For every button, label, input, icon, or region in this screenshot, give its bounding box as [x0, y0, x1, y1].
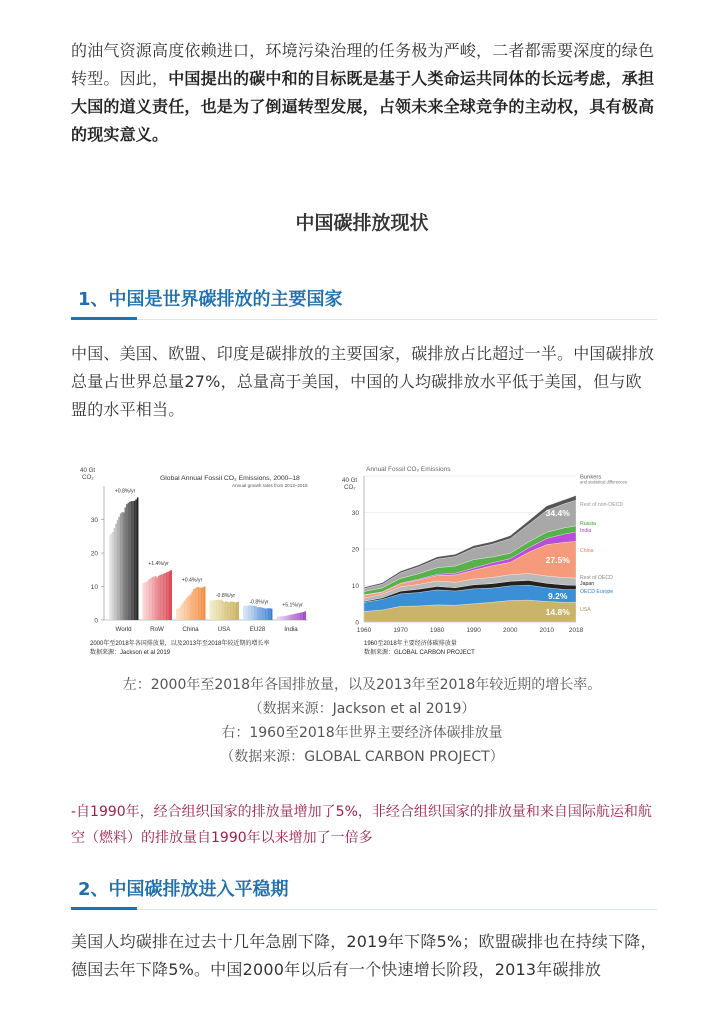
- bar: [128, 503, 130, 620]
- bar: [223, 602, 225, 620]
- bar: [298, 613, 300, 620]
- bar: [135, 499, 137, 620]
- legend-label: USA: [580, 607, 591, 614]
- bar-chart: [76, 462, 338, 658]
- bar: [236, 602, 238, 620]
- bar: [137, 497, 139, 620]
- bar: [114, 528, 116, 620]
- category-label: RoW: [150, 626, 164, 633]
- bar: [132, 501, 134, 620]
- bar: [257, 607, 259, 620]
- chart-footer-1: 2000年至2018年各国排放量，以及2013年至2018年较近期的增长率: [90, 641, 270, 647]
- bar: [283, 616, 285, 620]
- y-tick-label: 20: [90, 550, 98, 558]
- section-2-title: 2、中国碳排放进入平稳期: [78, 879, 289, 900]
- bar: [303, 612, 305, 620]
- bar: [259, 607, 261, 620]
- bar: [233, 602, 235, 620]
- bar: [158, 576, 160, 620]
- bar: [117, 520, 119, 620]
- chart-title: Global Annual Fossil CO₂ Emissions, 2000–18: [160, 475, 300, 482]
- bar: [164, 573, 166, 620]
- section-2-header: [71, 875, 657, 910]
- bar: [260, 607, 262, 620]
- category-label: USA: [217, 626, 231, 633]
- share-label: 34.4%: [545, 508, 570, 519]
- bar: [176, 609, 178, 620]
- bar: [287, 615, 289, 620]
- bar: [184, 601, 186, 620]
- bar: [146, 582, 148, 620]
- bar: [243, 606, 245, 620]
- bar: [263, 608, 265, 620]
- section-underline: [71, 317, 137, 320]
- x-tick-label: 1970: [393, 627, 408, 634]
- caption-line-4: （数据来源：GLOBAL CARBON PROJECT）: [220, 749, 504, 765]
- section-1-title: 1、中国是世界碳排放的主要国家: [78, 289, 343, 310]
- bar: [228, 602, 230, 620]
- bar: [286, 616, 288, 620]
- page-subheading: 中国碳排放现状: [295, 212, 429, 234]
- share-label: 9.2%: [548, 590, 568, 601]
- bar: [214, 600, 216, 620]
- bar: [290, 615, 292, 620]
- bar: [196, 587, 198, 620]
- growth-rate-label: +0.8%/yr: [114, 488, 136, 495]
- y-axis-unit: CO₂: [344, 484, 356, 491]
- bar: [271, 609, 273, 620]
- bar: [153, 576, 155, 620]
- growth-rate-label: +0.4%/yr: [181, 577, 203, 584]
- legend-label: OECD Europe: [580, 589, 614, 596]
- bar: [112, 532, 114, 620]
- bar: [268, 608, 270, 620]
- bar: [280, 616, 282, 620]
- bar: [181, 605, 183, 620]
- caption-line-1: 左：2000年至2018年各国排放量，以及2013年至2018年较近期的增长率。: [122, 677, 602, 693]
- y-tick-label: 10: [351, 583, 359, 590]
- bar: [246, 606, 248, 620]
- growth-rate-label: +1.4%/yr: [148, 561, 169, 568]
- bar: [245, 606, 247, 620]
- bar: [284, 616, 286, 620]
- bar: [281, 616, 283, 620]
- bar: [301, 612, 303, 620]
- bar: [213, 600, 215, 620]
- y-tick-label: 0: [94, 617, 98, 625]
- legend-label: Russia: [580, 520, 596, 527]
- legend-label: Rest of non-OECD: [580, 501, 624, 508]
- category-label: India: [284, 626, 298, 633]
- bar: [300, 613, 302, 620]
- bar: [220, 600, 222, 620]
- bar: [188, 596, 190, 620]
- bar: [161, 574, 163, 620]
- share-label: 27.5%: [545, 554, 570, 565]
- bar: [134, 501, 136, 620]
- growth-rate-label: -0.8%/yr: [249, 599, 269, 606]
- bar: [294, 614, 296, 620]
- bar: [147, 580, 149, 620]
- y-tick-label: 0: [355, 619, 359, 627]
- bar: [167, 572, 169, 620]
- intro-paragraph: [71, 37, 657, 149]
- bar: [187, 597, 189, 620]
- bar: [198, 587, 200, 620]
- intro-plain-text: 的油气资源高度依赖进口，环境污染治理的任务极为严峻，二者都需要深度的绿色转型。因此，: [71, 41, 655, 88]
- legend-label: and statistical differences: [580, 479, 627, 485]
- growth-rate-label: +5.1%/yr: [282, 602, 303, 609]
- y-axis-unit: CO₂: [82, 474, 94, 481]
- section-2-paragraph: 美国人均碳排在过去十几年急剧下降，2019年下降5%；欧盟碳排也在持续下降，德国去年下降5%。中国2000年以后有一个快速增长阶段，2013年碳排放: [71, 932, 657, 979]
- bar: [292, 614, 294, 620]
- bar: [265, 609, 267, 620]
- y-tick-label: 10: [90, 584, 98, 591]
- bar: [163, 574, 165, 620]
- bar: [277, 617, 279, 620]
- bar: [111, 534, 113, 620]
- bar: [295, 614, 297, 620]
- bar: [170, 570, 172, 620]
- legend-label: Rest of OECD: [580, 574, 613, 581]
- x-tick-label: 2018: [568, 627, 584, 634]
- category-label: China: [182, 626, 199, 633]
- chart-title: Annual Fossil CO₂ Emissions: [366, 466, 451, 473]
- intro-bold-text: 中国提出的碳中和的目标既是基于人类命运共同体的长远考虑，承担大国的道义责任，也是为了倒逼转型发展，占领未来全球竞争的主动权，具有极高的现实意义。: [71, 69, 655, 144]
- legend-label: Bunkers: [580, 474, 602, 481]
- bar: [152, 577, 154, 620]
- bar: [109, 535, 111, 620]
- bar: [155, 576, 157, 620]
- bar: [216, 600, 218, 620]
- highlight-note: -自1990年，经合组织国家的排放量增加了5%，非经合组织国家的排放量和来自国际航运和航空（燃料）的排放量自1990年以来增加了一倍多: [71, 804, 652, 846]
- bar: [251, 606, 253, 620]
- bar: [125, 507, 127, 620]
- bar: [255, 606, 257, 620]
- bar: [149, 579, 151, 620]
- bar: [204, 587, 206, 621]
- bar: [249, 606, 251, 620]
- chart-footer-1: 1960至2018年主要经济体碳排放量: [364, 641, 457, 647]
- bar: [199, 588, 201, 621]
- chart-footer-2: 数据来源：Jackson et al 2019: [90, 650, 171, 656]
- bar: [169, 571, 171, 620]
- bar: [185, 599, 187, 620]
- bar: [217, 600, 219, 620]
- legend-label: India: [580, 528, 592, 535]
- section-1-header: [71, 285, 657, 320]
- caption-line-3: 右：1960至2018年世界主要经济体碳排放量: [221, 725, 503, 741]
- bar: [266, 608, 268, 620]
- bar: [234, 602, 236, 620]
- bar: [230, 602, 232, 620]
- chart-footer-2: 数据来源：GLOBAL CARBON PROJECT: [364, 650, 475, 656]
- bar: [227, 602, 229, 620]
- bar: [210, 600, 212, 620]
- bar: [278, 617, 280, 620]
- bar: [192, 592, 194, 620]
- bar: [120, 513, 122, 620]
- section-underline: [71, 907, 137, 910]
- bar: [123, 512, 125, 620]
- section-1-paragraph: 中国、美国、欧盟、印度是碳排放的主要国家，碳排放占比超过一半。中国碳排放总量占世界总量27%，总量高于美国，中国的人均碳排放水平低于美国，但与欧盟的水平相当。: [71, 344, 655, 419]
- x-tick-label: 2000: [502, 627, 518, 634]
- legend-label: China: [580, 547, 594, 554]
- bar: [193, 589, 195, 620]
- bar: [118, 517, 120, 620]
- bar: [144, 582, 146, 620]
- bar: [190, 594, 192, 620]
- bar: [121, 512, 123, 620]
- y-tick-label: 20: [351, 546, 359, 554]
- x-tick-label: 1990: [466, 627, 481, 634]
- bar: [269, 608, 271, 620]
- bar: [219, 600, 221, 620]
- area-chart: [340, 462, 640, 658]
- bar: [252, 606, 254, 620]
- bar: [289, 615, 291, 620]
- bar: [225, 601, 227, 620]
- legend-label: Japan: [580, 581, 595, 588]
- category-label: World: [115, 626, 132, 633]
- bar: [156, 577, 158, 620]
- bar: [201, 588, 203, 620]
- bar: [143, 583, 145, 620]
- bar: [297, 613, 299, 620]
- bar: [115, 524, 117, 620]
- share-label: 14.8%: [545, 607, 570, 618]
- y-tick-label: 30: [90, 517, 98, 524]
- bar: [179, 607, 181, 620]
- bar: [262, 608, 264, 620]
- bar: [237, 602, 239, 620]
- y-tick-label: 30: [351, 510, 359, 517]
- bar: [195, 588, 197, 620]
- bar: [182, 603, 184, 620]
- bar: [222, 601, 224, 620]
- y-axis-label: 40 Gt: [342, 477, 358, 484]
- bar: [202, 587, 204, 620]
- bar: [131, 501, 133, 620]
- x-tick-label: 1960: [356, 627, 372, 634]
- bar: [150, 578, 152, 620]
- bar: [248, 606, 250, 620]
- y-axis-label: 40 Gt: [80, 467, 96, 474]
- bar: [126, 504, 128, 620]
- x-tick-label: 1980: [429, 627, 445, 634]
- chart-subtitle: Annual growth rates from 2013–2018: [232, 483, 308, 488]
- bar: [129, 502, 131, 620]
- bar: [178, 608, 180, 620]
- caption-line-2: （数据来源：Jackson et al 2019）: [248, 701, 476, 717]
- bar: [166, 572, 168, 620]
- bar: [231, 602, 233, 620]
- bar: [160, 575, 162, 620]
- x-tick-label: 2010: [539, 627, 554, 634]
- category-label: EU28: [249, 626, 266, 633]
- bar: [211, 601, 213, 620]
- bar: [254, 606, 256, 620]
- growth-rate-label: -0.8%/yr: [215, 592, 236, 599]
- bar: [304, 611, 306, 620]
